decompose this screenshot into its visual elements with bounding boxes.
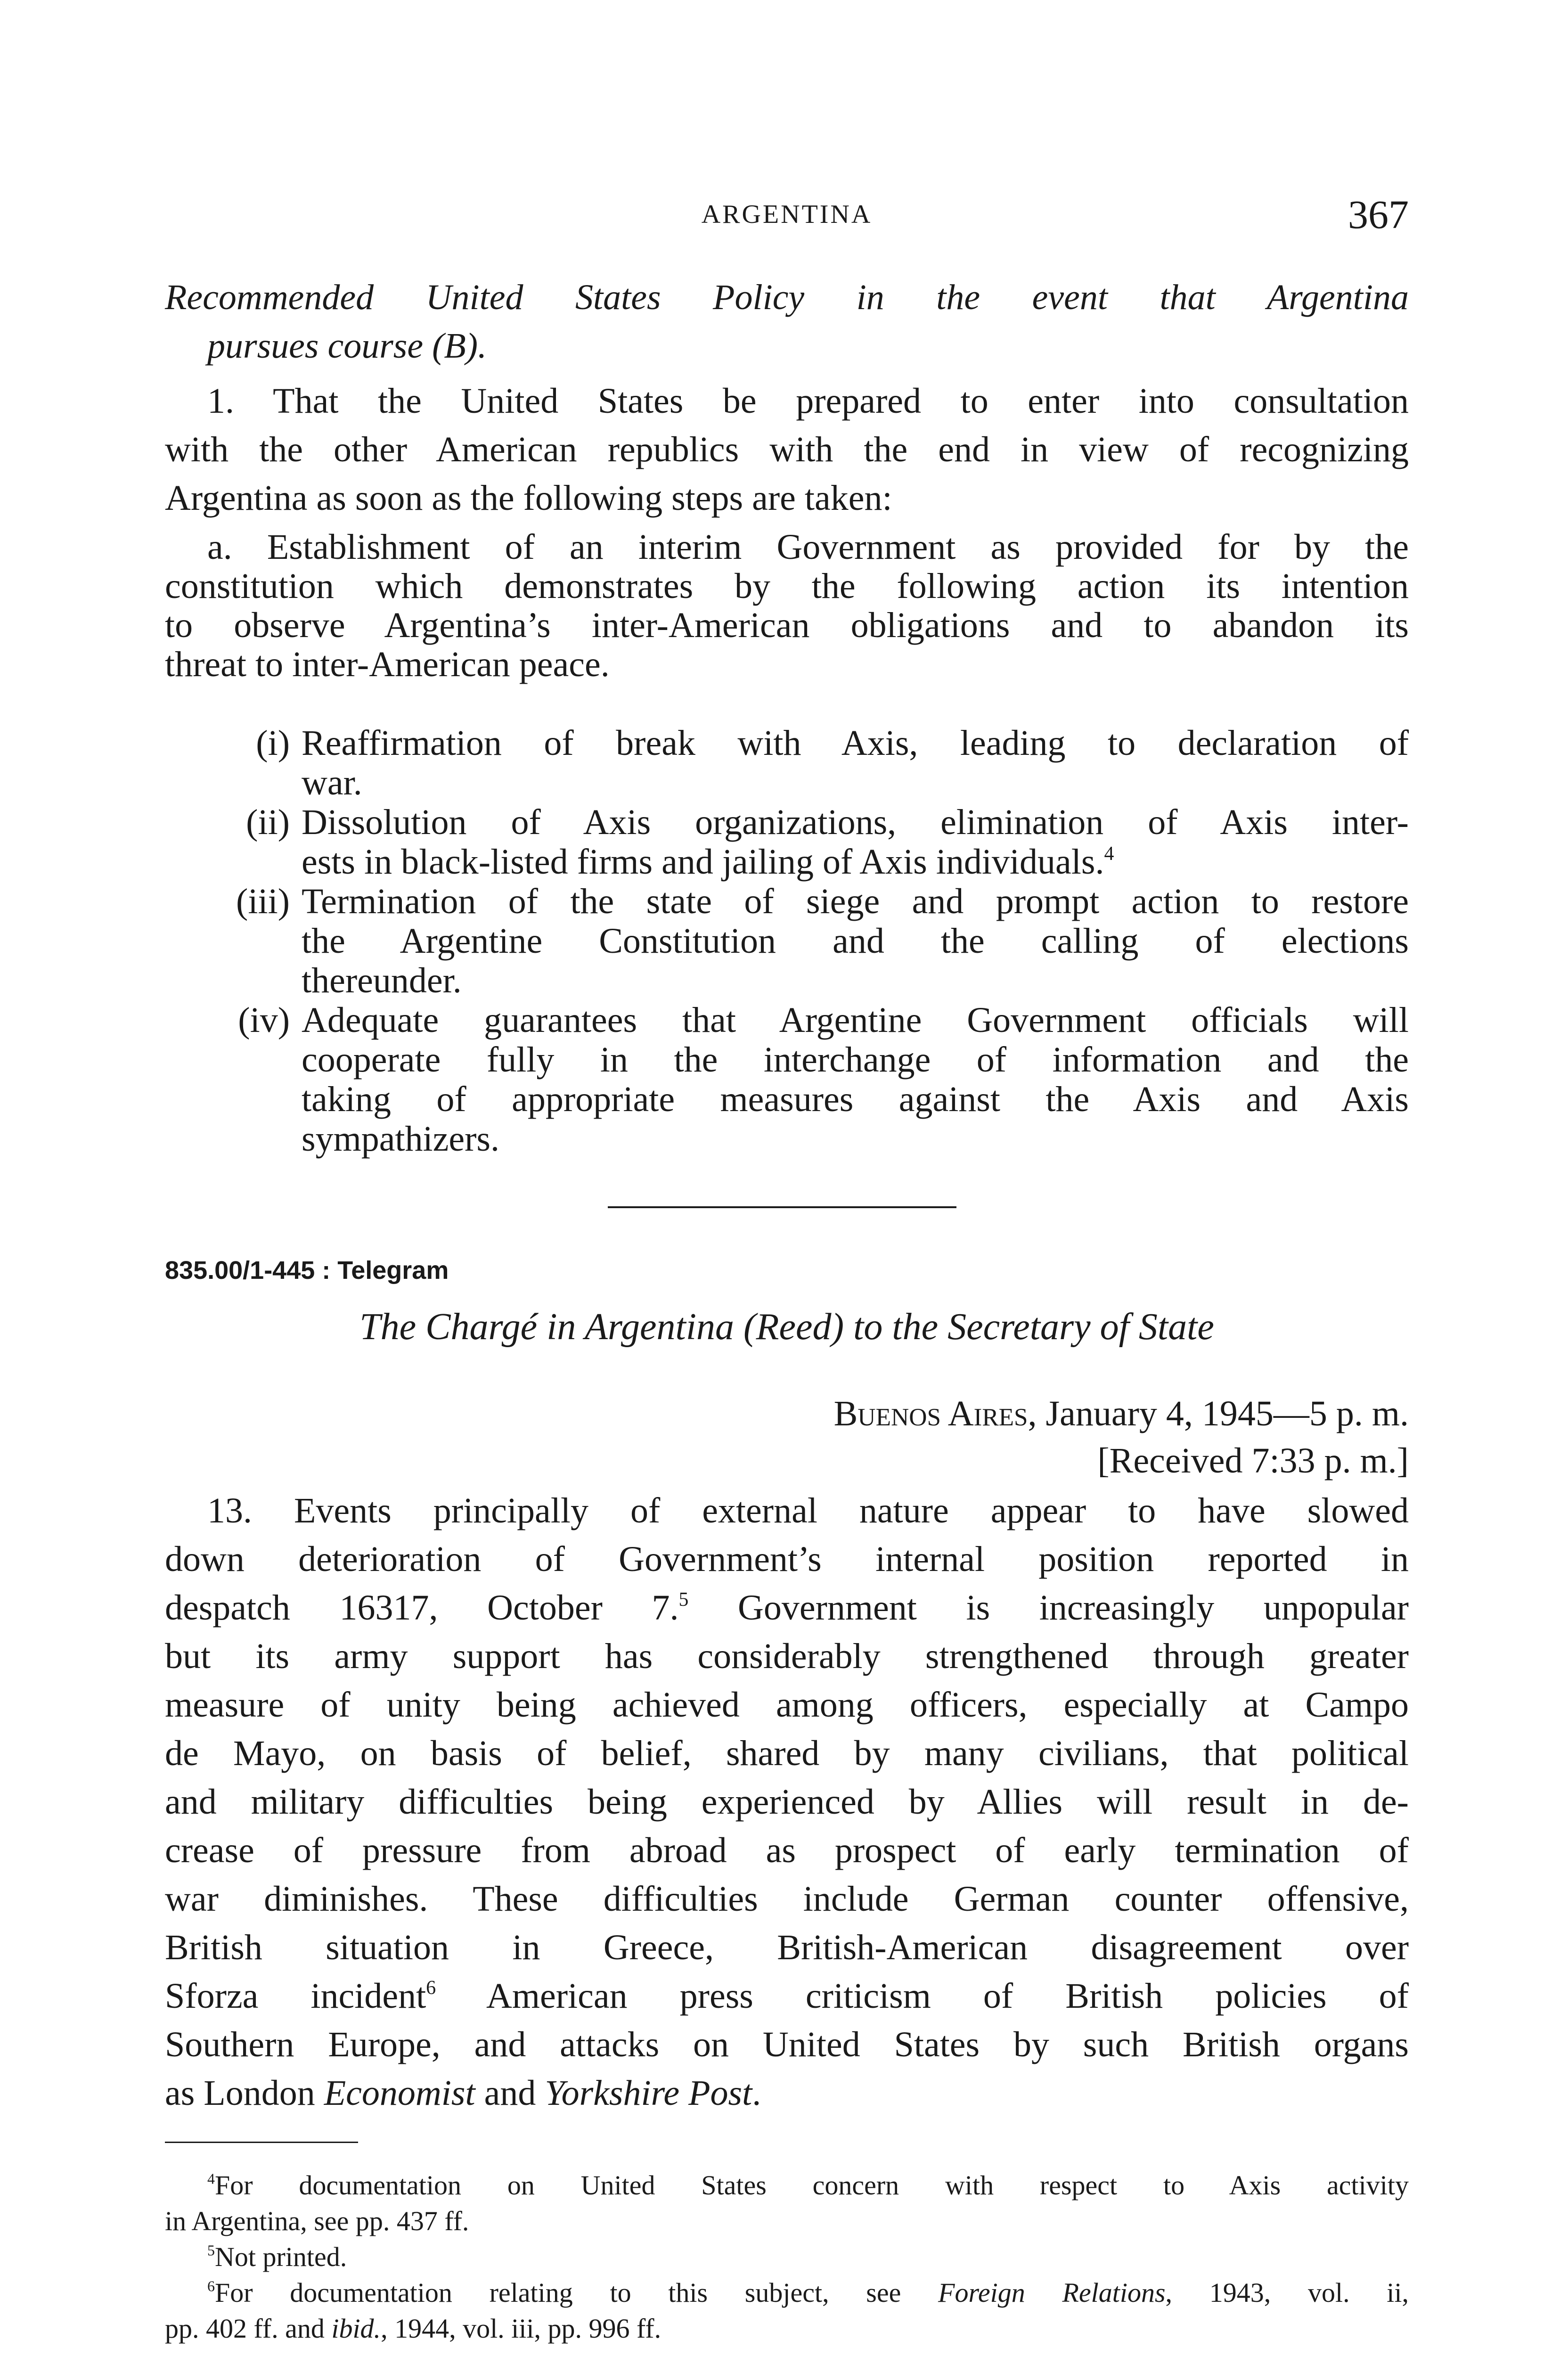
policy-heading [165,273,1409,370]
document-title-block [165,1303,1409,1351]
footnote-italic: Foreign Relations [938,2277,1166,2308]
list-item-line: sympathizers. [302,1119,500,1159]
dateline-block [165,1390,1409,1484]
dateline-date: , January 4, 1945—5 p. m. [1028,1394,1409,1433]
list-item [256,723,1409,802]
body-text: and [475,2073,545,2113]
footnote-text: pp. 402 ff. and [165,2313,332,2344]
publication-name: Economist [324,2073,475,2113]
list-item-line [302,842,1409,882]
body-line: 13. Events principally of external nature appear to have slowed [207,1491,1409,1530]
footnote-line [165,2239,1409,2275]
footnote-text: Not printed. [214,2241,347,2272]
body-text: American press criticism of British policies of [436,1976,1409,2016]
footnote-ref: 6 [426,1977,436,1999]
footnotes [165,2168,1409,2347]
dateline [165,1390,1409,1437]
body-line: but its army support has considerably strengthened through greater [165,1636,1409,1676]
list-item-line: Termination of the state of siege and prompt action to restore [302,882,1409,921]
footnote-ref: 4 [1104,843,1114,865]
paragraph-line: 1. That the United States be prepared to enter into consultation [207,381,1409,421]
publication-name: Yorkshire Post [545,2073,752,2113]
body-text: Government is increasingly unpopular [688,1588,1409,1628]
list-item-line: taking of appropriate measures against the Axis and Axis [302,1080,1409,1119]
footnote-line: in Argentina, see pp. 437 ff. [165,2206,469,2236]
body-text: Sforza incident [165,1976,426,2016]
list-item-label: (iii) [236,882,290,921]
body-line: Southern Europe, and attacks on United States by such British organs [165,2025,1409,2064]
page-number: 367 [1348,192,1409,237]
running-title: ARGENTINA [701,200,873,229]
body-text: as London [165,2073,324,2113]
list-item-text: ests in black-listed firms and jailing of Axis individuals. [302,842,1104,882]
list-item [238,1000,1409,1159]
footnote-text: For documentation relating to this subject, see [214,2277,939,2308]
document-title: The Chargé in Argentina (Reed) to the Secretary of State [359,1306,1214,1348]
enumerated-list [165,723,1409,1159]
list-item [236,882,1409,1000]
body-line [165,2069,1409,2118]
body-line: and military difficulties being experienced by Allies will result in de- [165,1782,1409,1822]
footnote-line [165,2311,1409,2347]
paragraph-line: constitution which demonstrates by the following action its intention [165,566,1409,606]
footnote-line [165,2275,1409,2311]
footnote-text: , 1943, vol. ii, [1165,2277,1409,2308]
paragraph-1 [165,377,1409,523]
section-divider [608,1206,956,1208]
footnote-mark: 4 [207,2170,215,2187]
paragraph-line: Argentina as soon as the following steps are taken: [165,478,892,518]
footnote-line [165,2168,1409,2203]
body-line: measure of unity being achieved among officers, especially at Campo [165,1685,1409,1725]
running-head [165,191,1409,237]
paragraph-line: with the other American republics with the end in view of recognizing [165,430,1409,469]
list-item-line: thereunder. [302,961,462,1000]
dateline-place: Buenos Aires [833,1394,1028,1433]
list-item-line: the Argentine Constitution and the calling of elections [302,921,1409,961]
list-item [246,802,1409,882]
footnote-mark: 5 [207,2242,215,2259]
body-text: . [752,2073,761,2113]
list-item-line: cooperate fully in the interchange of information and the [302,1040,1409,1080]
policy-heading-line: Recommended United States Policy in the event that Argentina [165,278,1409,317]
list-item-label: (i) [256,723,290,763]
footnote-ref: 5 [678,1588,689,1611]
footnote-rule [165,2142,358,2143]
list-item-label: (iv) [238,1000,290,1040]
list-item-line: Adequate guarantees that Argentine Government officials will [302,1000,1409,1040]
list-item-label: (ii) [246,802,290,842]
list-item-line: Dissolution of Axis organizations, elimination of Axis inter- [302,802,1409,842]
body-line [165,1972,1409,2021]
document-file-reference: 835.00/1-445 : Telegram [165,1256,449,1284]
body-line [165,1584,1409,1632]
body-line: de Mayo, on basis of belief, shared by many civilians, that political [165,1734,1409,1773]
footnote-text: For documentation on United States concern with respect to Axis activity [214,2170,1409,2201]
body-line: down deterioration of Government’s internal position reported in [165,1539,1409,1579]
body-line: war diminishes. These difficulties include German counter offensive, [165,1879,1409,1919]
telegram-body [165,1487,1409,2118]
list-item-line: war. [302,763,362,802]
body-text: despatch 16317, October 7. [165,1588,679,1628]
paragraph-line: a. Establishment of an interim Government as provided for by the [207,527,1409,567]
body-line: crease of pressure from abroad as prospect of early termination of [165,1831,1409,1870]
list-item-line: Reaffirmation of break with Axis, leading to declaration of [302,723,1409,763]
body-line: British situation in Greece, British-American disagreement over [165,1928,1409,1967]
footnote-mark: 6 [207,2278,215,2295]
paragraph-a [165,528,1409,684]
received-line: [Received 7:33 p. m.] [1097,1441,1409,1481]
policy-heading-line: pursues course (B). [207,326,487,366]
paragraph-line: to observe Argentina’s inter-American obligations and to abandon its [165,605,1409,645]
paragraph-line: threat to inter-American peace. [165,645,610,684]
footnote-italic: ibid. [331,2313,381,2344]
footnote-text: , 1944, vol. iii, pp. 996 ff. [381,2313,662,2344]
